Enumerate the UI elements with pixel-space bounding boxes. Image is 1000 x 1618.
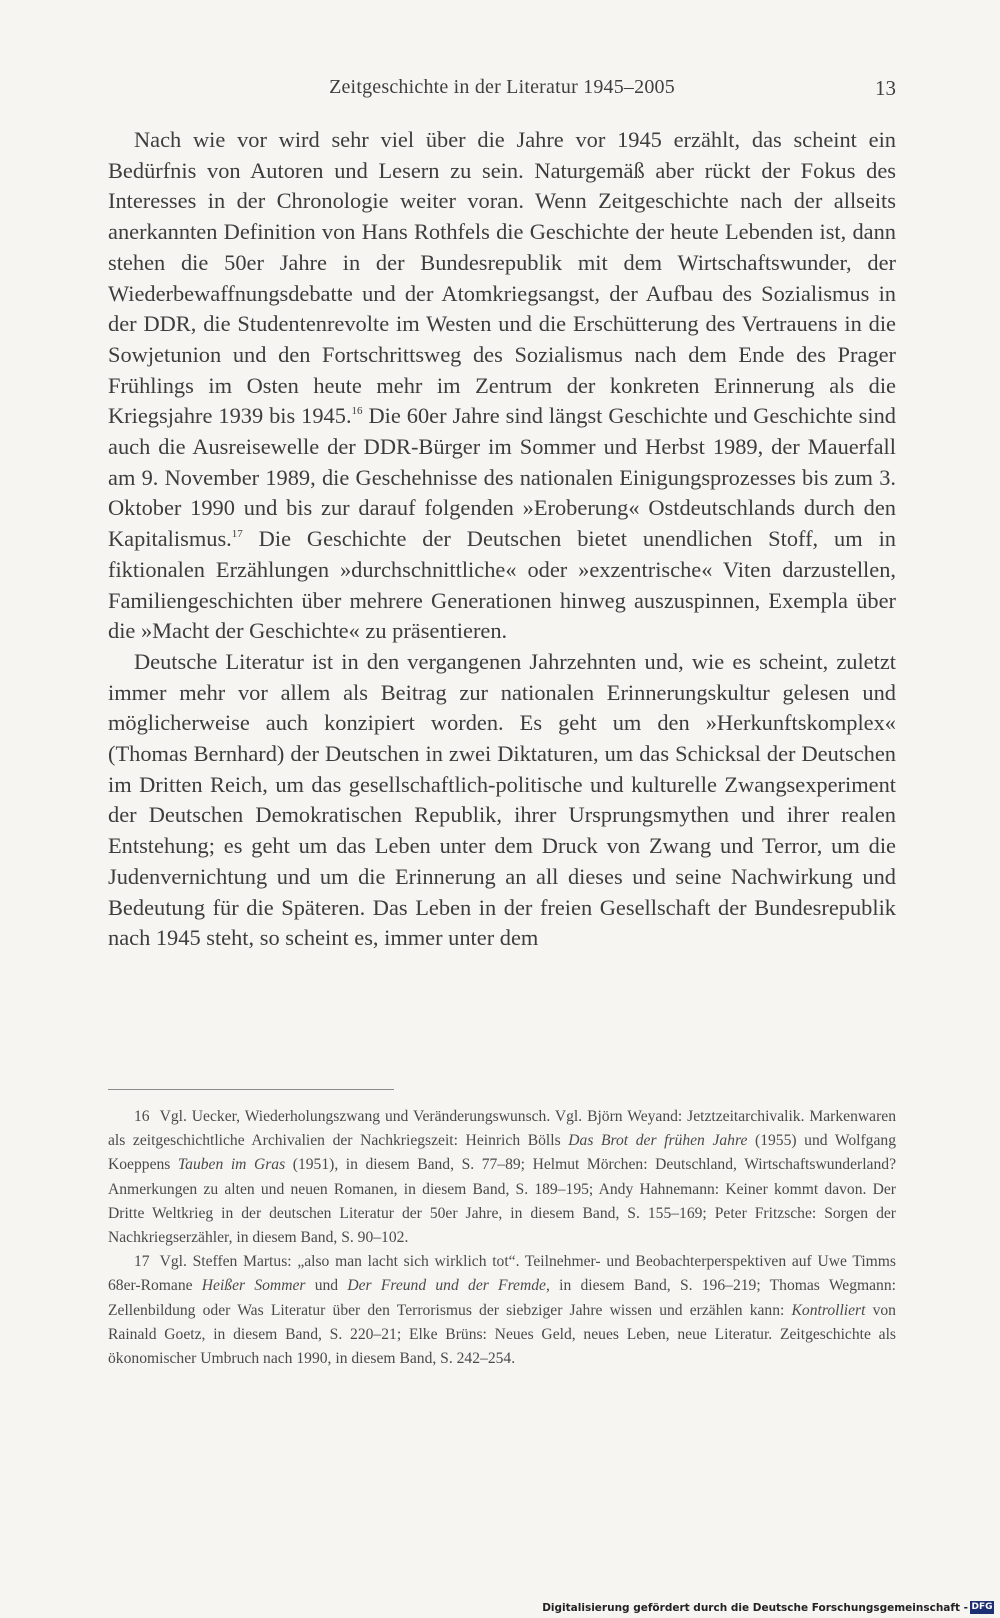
footnote-text: Vgl. Uecker, Wiederholungszwang und Veränderungswunsch. Vgl. Björn Weyand: Jetztzeitarchivalik. Markenwaren als zeitgeschichtliche Archivalien der Nachkriegszeit: Heinrich Bölls <box>108 1108 896 1150</box>
footnote-text: Vgl. Steffen Martus: „also man lacht sich wirklich tot“. Teilnehmer- und Beobachterperspektiven auf Uwe Timms 68er-Romane <box>108 1253 896 1295</box>
digitization-credit: Digitalisierung gefördert durch die Deutsche Forschungsgemeinschaft - <box>542 1602 968 1614</box>
paragraph-1-part-a: Nach wie vor wird sehr viel über die Jahre vor 1945 erzählt, das scheint ein Bedürfnis von Autoren und Lesern zu sein. Naturgemäß aber rückt der Fokus des Interesses in der Chronologie weiter voran. Wenn Zeitgeschichte nach der allseits anerkannten Definition von Hans Rothfels die Geschichte der heute Lebenden ist, dann stehen die 50er Jahre in der Bundesrepublik mit dem Wirtschaftswunder, der Wiederbewaffnungsdebatte und der Atomkriegsangst, der Aufbau des Sozialismus in der DDR, die Studentenrevolte im Westen und die Erschütterung des Vertrauens in die Sowjetunion und den Fortschrittsweg des Sozialismus nach dem Ende des Prager Frühlings im Osten heute mehr im Zentrum der konkreten Erinnerung als die Kriegsjahre 1939 bis 1945. <box>108 127 896 429</box>
book-title: Der Freund und der Fremde <box>347 1277 546 1295</box>
footnote-number: 16 <box>134 1108 150 1125</box>
paragraph-1 <box>108 125 896 647</box>
footnotes <box>108 1105 896 1371</box>
footnote-divider <box>108 1089 394 1090</box>
running-title: Zeitgeschichte in der Literatur 1945–2005 <box>329 76 675 98</box>
book-title: Kontrolliert <box>791 1301 866 1319</box>
footnote-text: von Rainald Goetz, in diesem Band, S. 220–21; Elke Brüns: Neues Geld, neues Leben, neue Literatur. Zeitgeschichte als ökonomischer Umbruch nach 1990, in diesem Band, S. 242–254. <box>108 1301 896 1368</box>
footnote-text: (1951), in diesem Band, S. 77–89; Helmut Mörchen: Deutschland, Wirtschaftswunderland? Anmerkungen zu alten und neuen Romanen, in diesem Band, S. 189–195; Andy Hahnemann: Keiner kommt davon. Der Dritte Weltkrieg in der deutschen Literatur der 50er Jahre, in diesem Band, S. 155–169; Peter Fritzsche: Sorgen der Nachkriegserzähler, in diesem Band, S. 90–102. <box>108 1156 896 1247</box>
footnote-17 <box>108 1250 896 1371</box>
main-text <box>108 125 896 954</box>
footnote-16 <box>108 1105 896 1250</box>
footnote-text: und <box>305 1277 348 1295</box>
book-title: Heißer Sommer <box>201 1277 306 1295</box>
dfg-logo: DFG <box>971 1602 993 1612</box>
book-title: Das Brot der frühen Jahre <box>568 1132 748 1150</box>
paragraph-2: Deutsche Literatur ist in den vergangenen Jahrzehnten und, wie es scheint, zuletzt immer mehr vor allem als Beitrag zur nationalen Erinnerungskultur gelesen und möglicherweise auch konzipiert worden. Es geht um den »Herkunftskomplex« (Thomas Bernhard) der Deutschen in zwei Diktaturen, um das Schicksal der Deutschen im Dritten Reich, um das gesellschaftlich-politische und kulturelle Zwangsexperiment der Deutschen Demokratischen Republik, ihrer Ursprungsmythen und ihrer realen Entstehung; es geht um das Leben unter dem Druck von Zwang und Terror, um die Judenvernichtung und um die Erinnerung an all dieses und seine Nachwirkung und Bedeutung für die Späteren. Das Leben in der freien Gesellschaft der Bundesrepublik nach 1945 steht, so scheint es, immer unter dem <box>108 648 896 951</box>
paragraph-1-part-b: Die 60er Jahre sind längst Geschichte und Geschichte sind auch die Ausreisewelle der DDR-Bürger im Sommer und Herbst 1989, der Mauerfall am 9. November 1989, die Geschehnisse des nationalen Einigungsprozesses bis zum 3. Oktober 1990 und bis zur darauf folgenden »Eroberung« Ostdeutschlands durch den Kapitalismus. <box>108 403 896 552</box>
footnote-text: (1955) und Wolfgang Koeppens <box>108 1132 896 1174</box>
footnote-ref-16: 16 <box>351 405 363 418</box>
running-header <box>108 76 896 106</box>
book-title: Tauben im Gras <box>177 1156 286 1174</box>
footnote-text: , in diesem Band, S. 196–219; Thomas Wegmann: Zellenbildung oder Was Literatur über den Terrorismus der siebziger Jahre wissen und erzählen kann: <box>108 1277 896 1319</box>
footnote-ref-17: 17 <box>231 528 243 541</box>
paragraph-1-part-c: Die Geschichte der Deutschen bietet unendlichen Stoff, um in fiktionalen Erzählungen »durchschnittliche« oder »exzentrische« Viten darzustellen, Familiengeschichten über mehrere Generationen hinweg auszuspinnen, Exempla über die »Macht der Geschichte« zu präsentieren. <box>108 526 896 644</box>
footnote-number: 17 <box>134 1253 150 1271</box>
page-number: 13 <box>875 76 896 100</box>
